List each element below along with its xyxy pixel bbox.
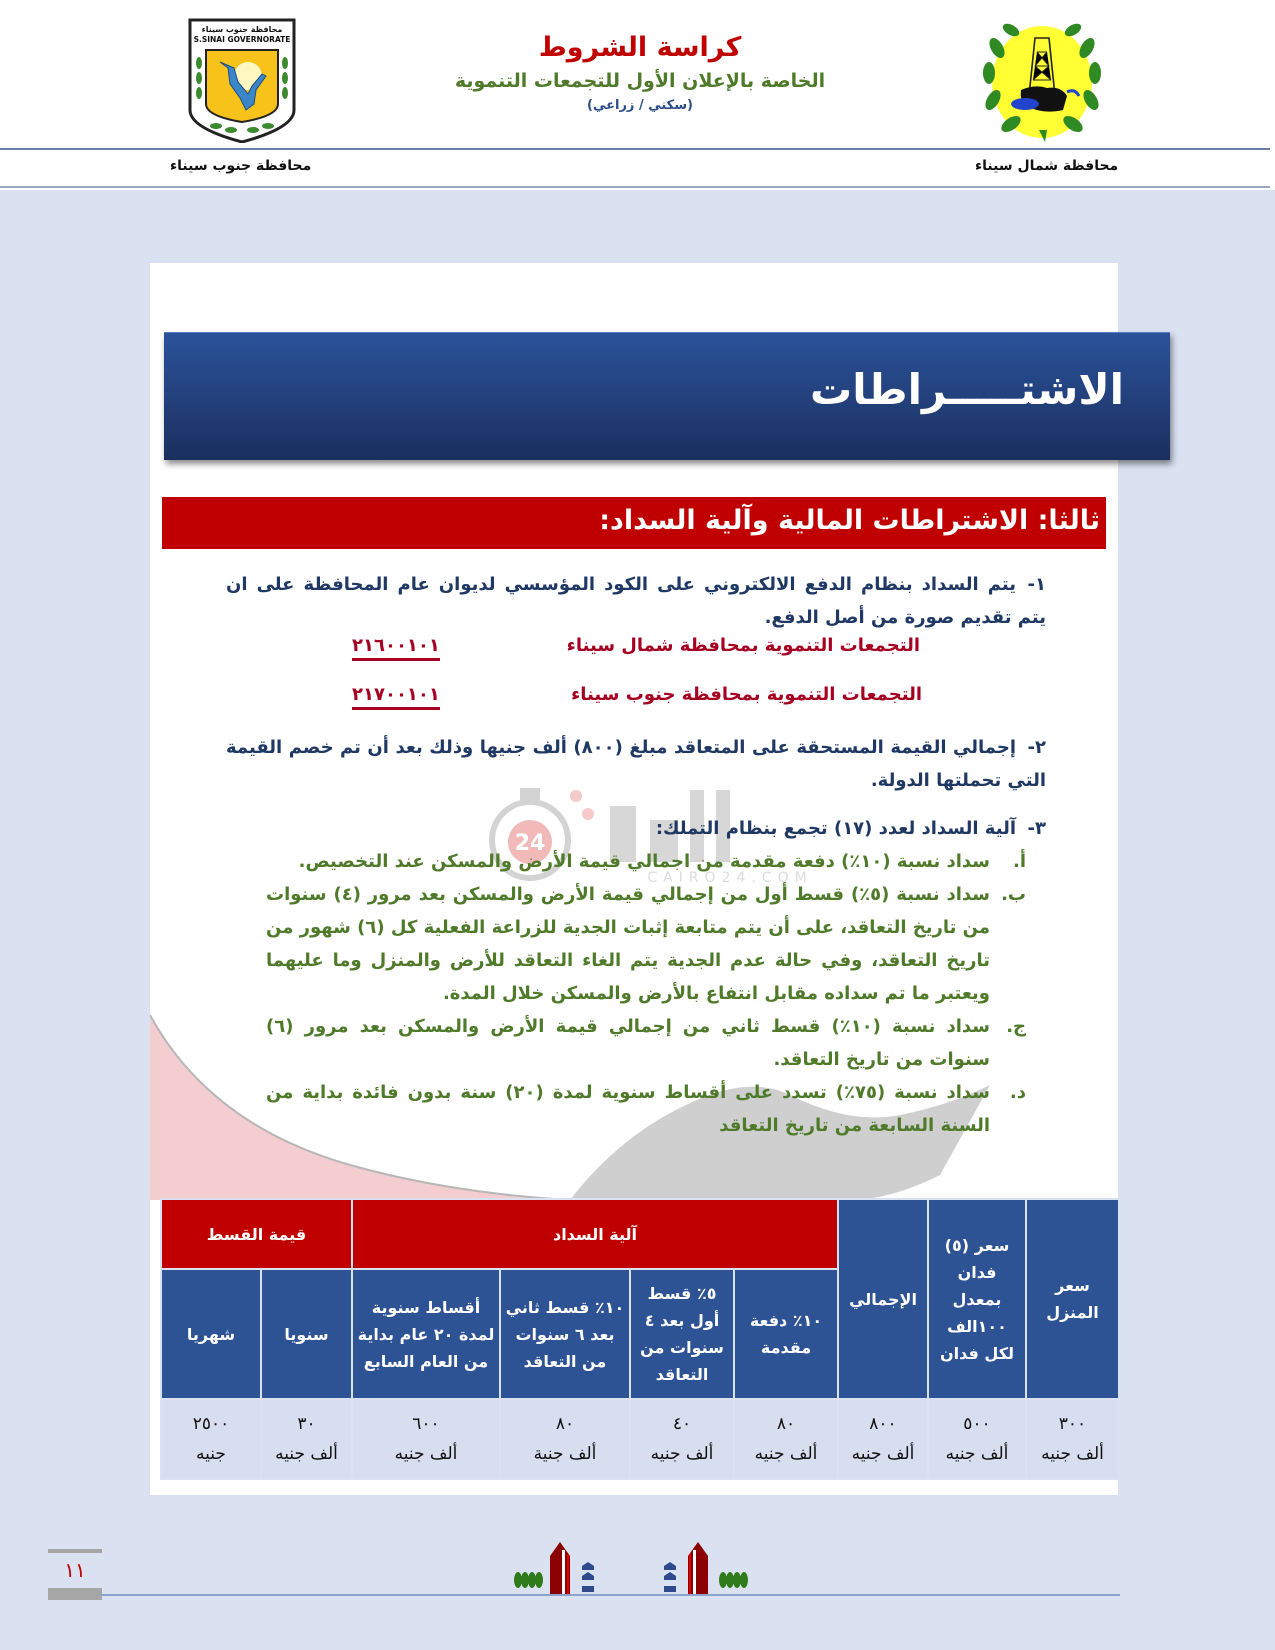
group-header-installment-value: قيمة القسط [161,1199,352,1269]
sub-item-c [266,1010,1026,1076]
cell-monthly: ٢٥٠٠ جنيه [161,1399,261,1479]
sub-item-a [266,845,1026,878]
svg-text:24: 24 [514,831,546,856]
clause-2 [226,731,1046,797]
clause-number: ١- [1027,574,1046,595]
svg-text:CAIRO24.COM: CAIRO24.COM [647,870,813,886]
clause-1 [226,568,1046,634]
document-subtitle: الخاصة بالإعلان الأول للتجمعات التنموية [454,70,826,92]
sub-item-text: سداد نسبة (٥٪) قسط أول من إجمالي قيمة الأرض والمسكن بعد مرور (٤) سنوات من تاريخ التعاقد، على أن يتم متابعة إثبات الجدية للزراعة الفعلية كل (٦) شهور من تاريخ التعاقد، وفي حالة عدم الجدية يتم الغاء التعاقد للأرض والمنزل وما عليهما ويعتبر ما تم سداده مقابل انتفاع بالأرض والمسكن خلال المدة. [266,884,990,1004]
north-sinai-code-value: ٢١٦٠٠١٠١ [352,635,440,661]
south-sinai-code-value: ٢١٧٠٠١٠١ [352,684,440,710]
col-header-annual-installments: أقساط سنوية لمدة ٢٠ عام بداية من العام السابع [352,1269,500,1399]
col-header-yearly: سنويا [261,1269,352,1399]
clause-text: يتم السداد بنظام الدفع الالكتروني على الكود المؤسسي لديوان عام المحافظة على ان يتم تقديم صورة من أصل الدفع. [226,574,1046,628]
cell-house-price: ٣٠٠ ألف جنيه [1026,1399,1119,1479]
group-header-payment-mechanism: آلية السداد [352,1199,838,1269]
sub-item-text: سداد نسبة (١٠٪) قسط ثاني من إجمالي قيمة الأرض والمسكن بعد مرور (٦) سنوات من تاريخ التعاقد. [266,1016,990,1070]
sub-item-text: سداد نسبة (١٠٪) دفعة مقدمة من اجمالي قيمة الأرض والمسكن عند التخصيص. [298,851,990,872]
page-number: ١١ [64,1558,86,1582]
cell-second-installment: ٨٠ ألف جنية [500,1399,630,1479]
col-header-total: الإجمالي [838,1199,928,1399]
table-row [161,1399,1119,1479]
cell-total: ٨٠٠ ألف جنيه [838,1399,928,1479]
sub-item-letter: ج. [1006,1016,1026,1037]
cell-annual-installments: ٦٠٠ ألف جنيه [352,1399,500,1479]
header-divider [0,148,1270,150]
col-header-first-installment: ٥٪ قسط أول بعد ٤ سنوات من التعاقد [630,1269,734,1399]
clause-text: آلية السداد لعدد (١٧) تجمع بنظام التملك: [655,818,1016,839]
sub-item-d [266,1076,1026,1142]
page-header [0,0,1275,190]
clause-number: ٣- [1027,818,1046,839]
banner-title: الاشتـــــراطات [810,365,1124,414]
page-number-base [48,1588,102,1600]
section-banner [164,332,1170,460]
south-sinai-code-label: التجمعات التنموية بمحافظة جنوب سيناء [571,684,922,705]
svg-text:محافظة جنوب سيناء: محافظة جنوب سيناء [201,25,283,34]
clause-number: ٢- [1027,737,1047,758]
svg-text:S.SINAI GOVERNORATE: S.SINAI GOVERNORATE [193,35,291,44]
header-bottom-divider [0,186,1270,188]
south-sinai-emblem-icon [186,18,298,143]
north-sinai-label: محافظة شمال سيناء [975,158,1119,174]
section-heading-bar [162,497,1106,549]
buildings-trees-icon [512,1540,770,1596]
south-sinai-label: محافظة جنوب سيناء [170,158,312,174]
north-sinai-code-label: التجمعات التنموية بمحافظة شمال سيناء [566,635,920,656]
col-header-monthly: شهريا [161,1269,261,1399]
sub-item-b [266,878,1026,1010]
payment-schedule-table [160,1198,1120,1480]
col-header-second-installment: ١٠٪ قسط ثاني بعد ٦ سنوات من التعاقد [500,1269,630,1399]
north-sinai-emblem-icon [975,18,1110,146]
sub-item-text: سداد نسبة (٧٥٪) تسدد على أقساط سنوية لمدة (٢٠) سنة بدون فائدة بداية من السنة السابعة من تاريخ التعاقد [266,1082,991,1136]
col-header-land-price: سعر (٥) فدان بمعدل ١٠٠الف لكل فدان [928,1199,1026,1399]
section-heading: ثالثا: الاشتراطات المالية وآلية السداد: [599,505,1100,536]
document-title: كراسة الشروط [538,32,742,63]
document-type-note: (سكني / زراعي) [587,98,693,113]
sub-items-list [266,845,1026,1142]
document-title-block [420,30,860,116]
cell-yearly: ٣٠ ألف جنيه [261,1399,352,1479]
page-number-rule [48,1549,102,1553]
sub-item-letter: ب. [1001,884,1026,905]
sub-item-letter: د. [1009,1082,1026,1103]
clause-3 [226,812,1046,1142]
cell-down-payment: ٨٠ ألف جنيه [734,1399,838,1479]
sub-item-letter: أ. [1012,851,1026,872]
cell-first-installment: ٤٠ ألف جنيه [630,1399,734,1479]
col-header-house-price: سعر المنزل [1026,1199,1119,1399]
col-header-down-payment: ١٠٪ دفعة مقدمة [734,1269,838,1399]
cell-land-price: ٥٠٠ ألف جنيه [928,1399,1026,1479]
clause-text: إجمالي القيمة المستحقة على المتعاقد مبلغ (٨٠٠) ألف جنيها وذلك بعد أن تم خصم القيمة التي تحملتها الدولة. [226,737,1046,791]
